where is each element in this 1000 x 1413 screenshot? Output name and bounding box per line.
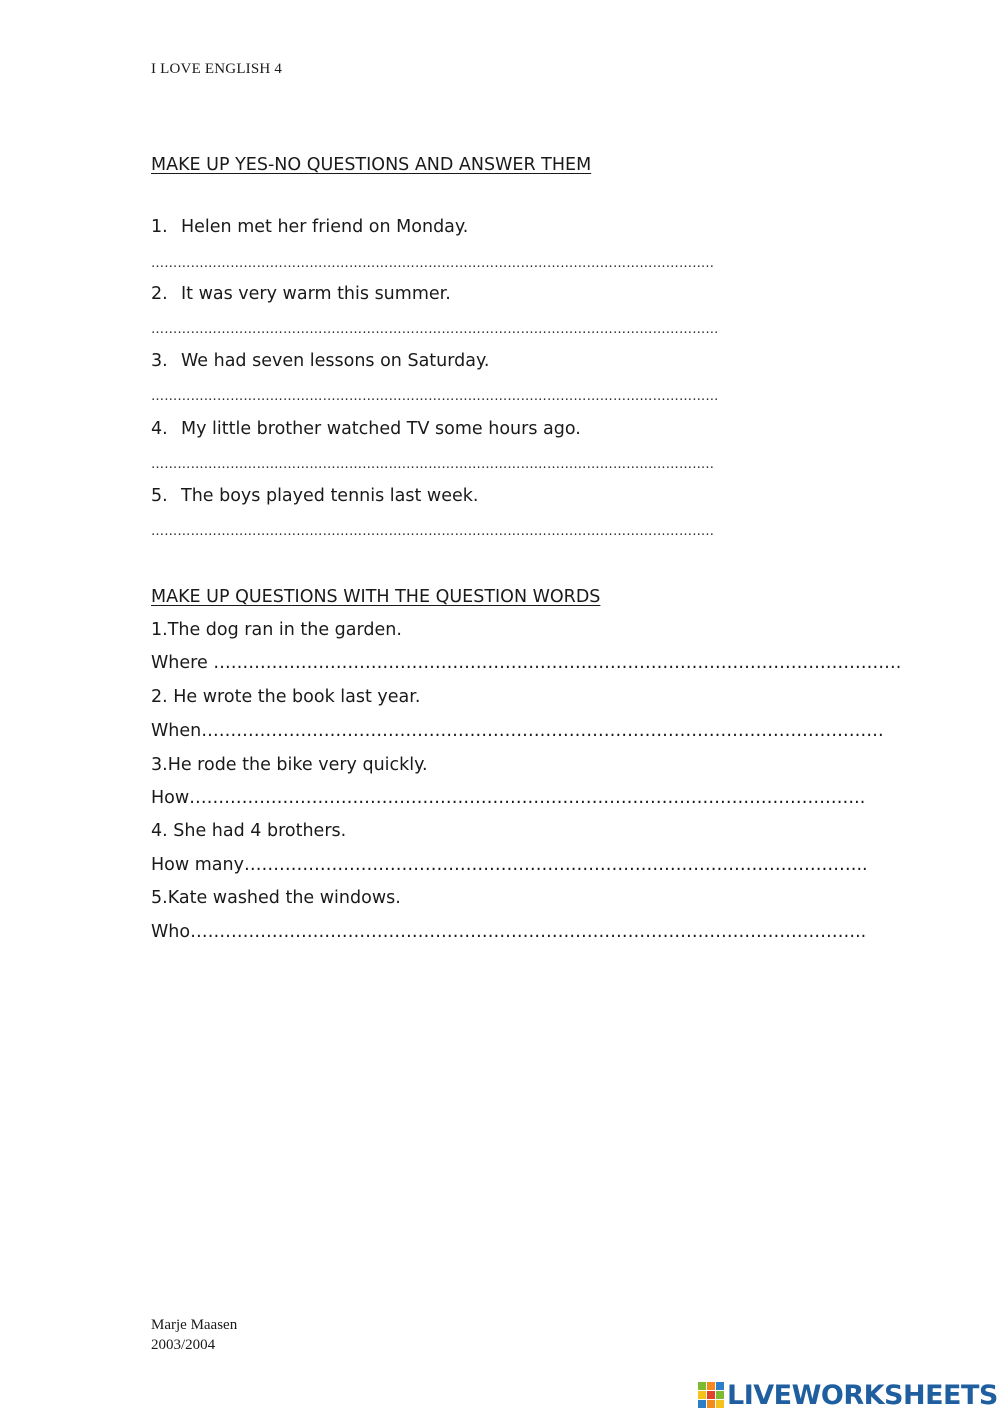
question-item <box>151 284 451 304</box>
question-text: The boys played tennis last week. <box>181 486 479 506</box>
question-number: 4. <box>151 419 168 439</box>
question-number: 3. <box>151 351 168 371</box>
question-item <box>151 217 468 237</box>
question-prompt-how-many[interactable]: How many…………………………………………………………………………………………….. <box>151 855 868 875</box>
question-prompt-when[interactable]: When……………………………………………………………………………………………………… <box>151 721 884 741</box>
question-number: 2. <box>151 284 168 304</box>
liveworksheets-wordmark: LIVEWORKSHEETS <box>727 1379 998 1411</box>
logo-tile <box>698 1400 706 1408</box>
logo-tile <box>716 1382 724 1390</box>
liveworksheets-logo-icon <box>698 1382 724 1408</box>
question-number: 5. <box>151 486 168 506</box>
logo-tile <box>698 1391 706 1399</box>
sentence-item: 2. He wrote the book last year. <box>151 687 421 707</box>
answer-line[interactable]: ……………………………………………………………………………………………………………….. <box>151 524 715 539</box>
question-item <box>151 419 581 439</box>
question-text: Helen met her friend on Monday. <box>181 217 469 237</box>
sentence-item: 3.He rode the bike very quickly. <box>151 755 428 775</box>
logo-tile <box>698 1382 706 1390</box>
question-prompt-how[interactable]: How…………………………………………………………………………………………………….. <box>151 788 866 808</box>
logo-tile <box>707 1382 715 1390</box>
section-heading-question-words: MAKE UP QUESTIONS WITH THE QUESTION WORDS <box>151 587 601 607</box>
question-item <box>151 486 478 506</box>
question-text: My little brother watched TV some hours ago. <box>181 419 581 439</box>
footer-author: Marje Maasen <box>151 1317 238 1333</box>
answer-line[interactable]: ………………………………………………………………………………………………………………… <box>151 389 719 404</box>
logo-tile <box>707 1391 715 1399</box>
logo-tile <box>707 1400 715 1408</box>
footer <box>151 1315 237 1355</box>
logo-tile <box>716 1400 724 1408</box>
sentence-item: 1.The dog ran in the garden. <box>151 620 402 640</box>
answer-line[interactable]: ……………………………………………………………………………………………………………….. <box>151 256 715 271</box>
sentence-item: 4. She had 4 brothers. <box>151 821 347 841</box>
question-text: We had seven lessons on Saturday. <box>181 351 490 371</box>
section-heading-yes-no: MAKE UP YES-NO QUESTIONS AND ANSWER THEM <box>151 155 592 175</box>
question-item <box>151 351 489 371</box>
answer-line[interactable]: ……………………………………………………………………………………………………………….. <box>151 457 715 472</box>
question-prompt-who[interactable]: Who…………………………………………………………………………………………………….. <box>151 922 867 942</box>
question-prompt-where[interactable]: Where ………………………………………………………………………………………………………. <box>151 653 902 673</box>
footer-year: 2003/2004 <box>151 1337 216 1353</box>
liveworksheets-brand[interactable] <box>698 1378 998 1412</box>
logo-tile <box>716 1391 724 1399</box>
question-text: It was very warm this summer. <box>181 284 451 304</box>
header-title: I LOVE ENGLISH 4 <box>151 61 283 77</box>
sentence-item: 5.Kate washed the windows. <box>151 888 401 908</box>
question-number: 1. <box>151 217 168 237</box>
answer-line[interactable]: ………………………………………………………………………………………………………………… <box>151 322 719 337</box>
